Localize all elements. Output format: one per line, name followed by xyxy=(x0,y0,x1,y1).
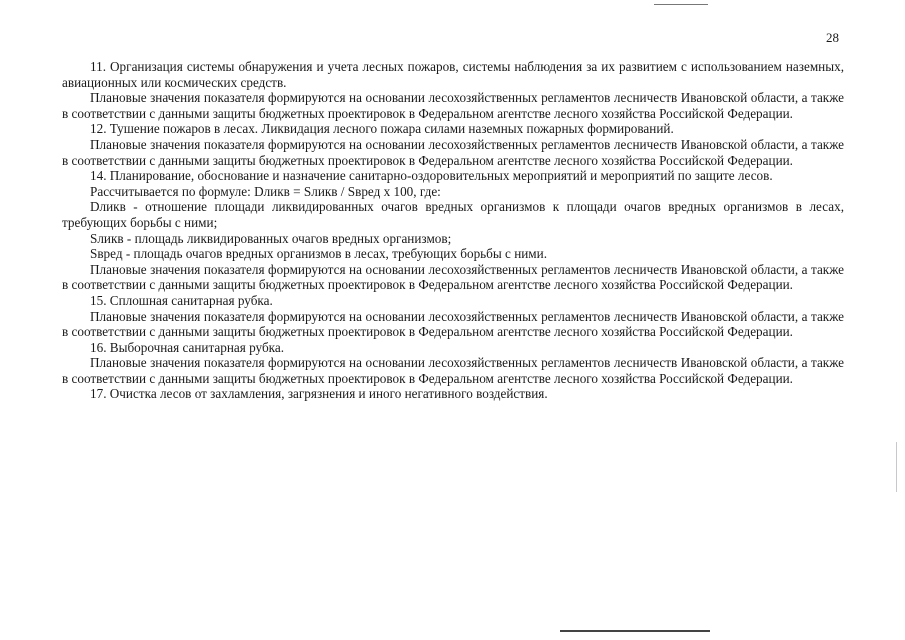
paragraph-item-15: 15. Сплошная санитарная рубка. xyxy=(90,292,273,308)
page-number: 28 xyxy=(826,30,839,45)
paragraph-planned-values: Плановые значения показателя формируются на основании лесохозяйственных регламентов лесничеств Ивановской области, а также в соответствии с данными защиты бюджетных проектировок в Федеральном агентстве лесного хозяйства Российской Федерации. xyxy=(62,308,844,340)
bottom-rule xyxy=(560,630,710,632)
paragraph-item-14: 14. Планирование, обоснование и назначение санитарно-оздоровительных мероприятий и мероприятий по защите лесов. xyxy=(90,168,773,184)
paragraph-definition-slikv: Sликв - площадь ликвидированных очагов вредных организмов; xyxy=(90,230,452,246)
paragraph-item-17: 17. Очистка лесов от захламления, загрязнения и иного негативного воздействия. xyxy=(90,386,548,402)
paragraph-item-16: 16. Выборочная санитарная рубка. xyxy=(90,339,285,355)
paragraph-planned-values: Плановые значения показателя формируются на основании лесохозяйственных регламентов лесничеств Ивановской области, а также в соответствии с данными защиты бюджетных проектировок в Федеральном агентстве лесного хозяйства Российской Федерации. xyxy=(62,355,844,386)
paragraph-item-12: 12. Тушение пожаров в лесах. Ликвидация лесного пожара силами наземных пожарных формирований. xyxy=(90,121,674,137)
document-body xyxy=(62,59,844,402)
paragraph-planned-values: Плановые значения показателя формируются на основании лесохозяйственных регламентов лесничеств Ивановской области, а также в соответствии с данными защиты бюджетных проектировок в Федеральном агентстве лесного хозяйства Российской Федерации. xyxy=(62,90,844,121)
top-rule xyxy=(654,4,708,5)
paragraph-planned-values: Плановые значения показателя формируются на основании лесохозяйственных регламентов лесничеств Ивановской области, а также в соответствии с данными защиты бюджетных проектировок в Федеральном агентстве лесного хозяйства Российской Федерации. xyxy=(62,136,844,168)
paragraph-definition-svred: Sвред - площадь очагов вредных организмов в лесах, требующих борьбы с ними. xyxy=(90,246,548,262)
paragraph-planned-values: Плановые значения показателя формируются на основании лесохозяйственных регламентов лесничеств Ивановской области, а также в соответствии с данными защиты бюджетных проектировок в Федеральном агентстве лесного хозяйства Российской Федерации. xyxy=(62,261,844,293)
paragraph-formula: Рассчитывается по формуле: Dликв = Sликв / Sвред x 100, где: xyxy=(90,183,441,199)
paragraph-item-11: 11. Организация системы обнаружения и учета лесных пожаров, системы наблюдения за их развитием с использованием наземных, авиационных или космических средств. xyxy=(62,59,844,90)
scan-artifact-line xyxy=(896,442,897,492)
paragraph-definition-dlikv: Dликв - отношение площади ликвидированных очагов вредных организмов к площади очагов вредных организмов в лесах, требующих борьбы с ними; xyxy=(62,199,844,230)
